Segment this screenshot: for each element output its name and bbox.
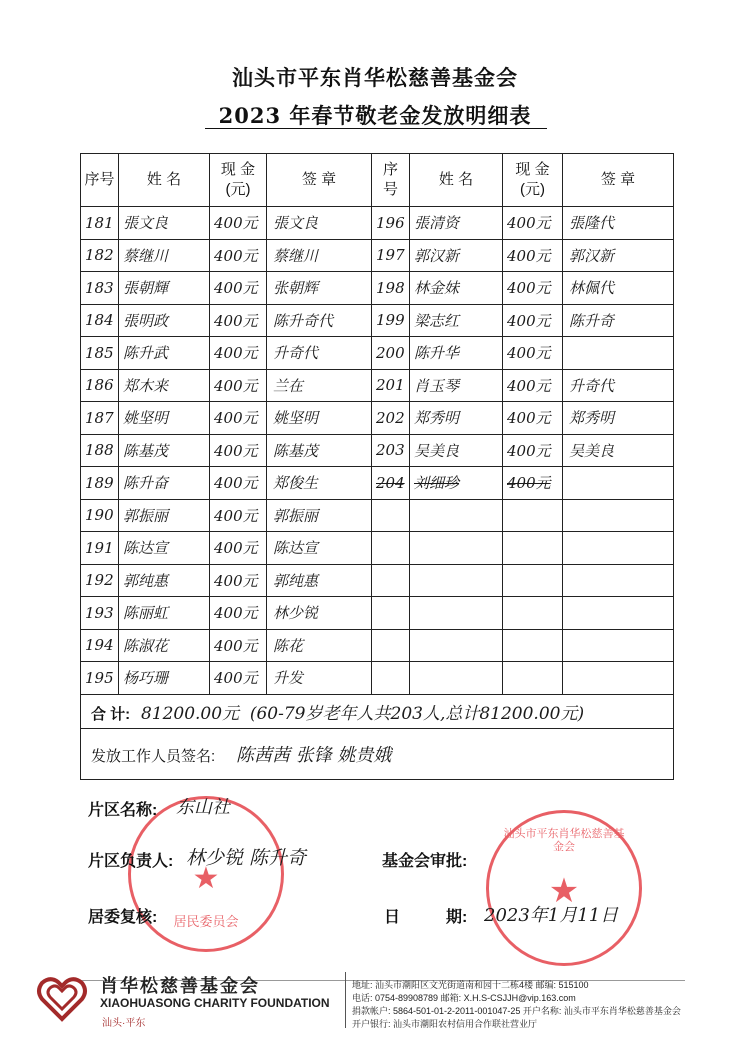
recipient-name: 郑木来	[119, 369, 210, 402]
footer-address: 地址: 汕头市潮阳区文光街道南和园十二栋4楼 邮编: 515100	[352, 980, 589, 990]
signature: 蔡继川	[267, 239, 372, 272]
area-label: 片区名称:	[88, 802, 158, 819]
header-cash-right: 现 金 (元)	[503, 154, 563, 207]
cash-amount: 400元	[503, 402, 563, 435]
approve-label: 基金会审批:	[382, 853, 468, 870]
cash-amount: 400元	[210, 662, 267, 695]
cash-amount: 400元	[210, 597, 267, 630]
row-number: 204	[372, 467, 410, 500]
cash-amount: 400元	[210, 337, 267, 370]
empty-cell	[563, 499, 674, 532]
row-number: 192	[81, 564, 119, 597]
empty-cell	[372, 532, 410, 565]
header-name-right: 姓 名	[410, 154, 503, 207]
empty-cell	[563, 662, 674, 695]
total-note: (60-79岁老年人共203人,总计81200.00元)	[249, 703, 585, 724]
document-title: 汕头市平东肖华松慈善基金会	[232, 65, 518, 90]
row-number: 186	[81, 369, 119, 402]
cash-amount: 400元	[210, 207, 267, 240]
recipient-name: 郭振丽	[119, 499, 210, 532]
cash-amount: 400元	[210, 304, 267, 337]
cash-amount: 400元	[210, 272, 267, 305]
table-row	[81, 239, 674, 272]
header-sign: 签 章	[267, 154, 372, 207]
empty-cell	[410, 564, 503, 597]
recipient-name: 陈升奋	[119, 467, 210, 500]
row-number: 198	[372, 272, 410, 305]
table-row	[81, 304, 674, 337]
signature: 陈达宣	[267, 532, 372, 565]
row-number: 201	[372, 369, 410, 402]
signature: 升奇代	[563, 369, 674, 402]
row-number: 181	[81, 207, 119, 240]
signature	[563, 467, 674, 500]
recipient-name: 郑秀明	[410, 402, 503, 435]
recipient-name: 郭汉新	[410, 239, 503, 272]
row-number: 184	[81, 304, 119, 337]
recipient-name: 張文良	[119, 207, 210, 240]
cash-amount: 400元	[503, 337, 563, 370]
foundation-name-en: XIAOHUASONG CHARITY FOUNDATION	[100, 996, 330, 1010]
table-row	[81, 272, 674, 305]
row-number: 200	[372, 337, 410, 370]
signature: 张朝辉	[267, 272, 372, 305]
staff-row	[81, 728, 674, 779]
recipient-name: 刘细珍	[410, 467, 503, 500]
area-value: 东山社	[176, 797, 230, 818]
table-row	[81, 467, 674, 500]
table-row	[81, 629, 674, 662]
foundation-location: 汕头·平东	[102, 1018, 146, 1029]
table-row	[81, 564, 674, 597]
row-number: 185	[81, 337, 119, 370]
cash-amount: 400元	[503, 272, 563, 305]
signature: 升奇代	[267, 337, 372, 370]
footer-bank: 开户银行: 汕头市潮阳农村信用合作联社营业厅	[352, 1019, 538, 1029]
table-row	[81, 207, 674, 240]
document-subtitle	[0, 100, 750, 130]
empty-cell	[563, 532, 674, 565]
foundation-logo-icon	[32, 967, 92, 1031]
cash-amount: 400元	[210, 467, 267, 500]
cash-amount: 400元	[503, 467, 563, 500]
header-cash: 现 金 (元)	[210, 154, 267, 207]
signature: 郑俊生	[267, 467, 372, 500]
recipient-name: 張明政	[119, 304, 210, 337]
signature: 林少锐	[267, 597, 372, 630]
signature: 吴美良	[563, 434, 674, 467]
row-number: 187	[81, 402, 119, 435]
recipient-name: 梁志红	[410, 304, 503, 337]
empty-cell	[563, 629, 674, 662]
row-number: 196	[372, 207, 410, 240]
recipient-name: 張清资	[410, 207, 503, 240]
recipient-name: 陈基茂	[119, 434, 210, 467]
empty-cell	[503, 564, 563, 597]
empty-cell	[503, 532, 563, 565]
recipient-name: 杨巧珊	[119, 662, 210, 695]
foundation-name: 肖华松慈善基金会	[100, 976, 260, 996]
total-label: 合 计:	[91, 705, 131, 723]
signature: 郑秀明	[563, 402, 674, 435]
distribution-table	[80, 153, 674, 780]
empty-cell	[563, 597, 674, 630]
table-row	[81, 369, 674, 402]
header-sign-right: 签 章	[563, 154, 674, 207]
signature: 姚坚明	[267, 402, 372, 435]
recipient-name: 陈升武	[119, 337, 210, 370]
empty-cell	[503, 499, 563, 532]
row-number: 194	[81, 629, 119, 662]
signature: 升发	[267, 662, 372, 695]
empty-cell	[410, 662, 503, 695]
cash-amount: 400元	[210, 434, 267, 467]
empty-cell	[503, 597, 563, 630]
row-number: 190	[81, 499, 119, 532]
cash-amount: 400元	[503, 304, 563, 337]
signature: 陈花	[267, 629, 372, 662]
date-value: 2023年1月11日	[484, 905, 619, 926]
subtitle-text: 2023 年春节敬老金发放明细表	[218, 103, 532, 128]
header-seq-right: 序 号	[372, 154, 410, 207]
signature: 張隆代	[563, 207, 674, 240]
header-name: 姓 名	[119, 154, 210, 207]
signature: 陈升奇	[563, 304, 674, 337]
empty-cell	[372, 564, 410, 597]
row-number: 193	[81, 597, 119, 630]
empty-cell	[410, 499, 503, 532]
table-row	[81, 434, 674, 467]
table-row	[81, 499, 674, 532]
cash-amount: 400元	[503, 239, 563, 272]
recipient-name: 姚坚明	[119, 402, 210, 435]
cash-amount: 400元	[210, 369, 267, 402]
recipient-name: 吴美良	[410, 434, 503, 467]
recipient-name: 蔡继川	[119, 239, 210, 272]
signature	[563, 337, 674, 370]
empty-cell	[372, 629, 410, 662]
signature: 林佩代	[563, 272, 674, 305]
row-number: 191	[81, 532, 119, 565]
stamp-left-text: 居民委员会	[173, 915, 239, 930]
table-row	[81, 597, 674, 630]
foundation-stamp	[486, 810, 642, 966]
cash-amount: 400元	[503, 434, 563, 467]
table-row	[81, 402, 674, 435]
staff-label: 发放工作人员签名:	[91, 747, 216, 765]
stamp-right-text: 汕头市平东肖华松慈善基金会	[503, 827, 625, 853]
recipient-name: 陈升华	[410, 337, 503, 370]
staff-signature: 陈茜茜 张锋 姚贵娥	[235, 744, 392, 766]
empty-cell	[372, 662, 410, 695]
row-number: 202	[372, 402, 410, 435]
signature: 郭汉新	[563, 239, 674, 272]
cash-amount: 400元	[503, 369, 563, 402]
row-number: 182	[81, 239, 119, 272]
row-number: 189	[81, 467, 119, 500]
total-value: 81200.00元	[140, 703, 240, 724]
cash-amount: 400元	[210, 499, 267, 532]
empty-cell	[563, 564, 674, 597]
subtitle-underline	[205, 128, 547, 129]
cash-amount: 400元	[503, 207, 563, 240]
row-number: 199	[372, 304, 410, 337]
signature: 張文良	[267, 207, 372, 240]
signature: 陈基茂	[267, 434, 372, 467]
stamp-star-icon: ★	[192, 861, 220, 896]
review-label: 居委复核:	[88, 909, 158, 926]
empty-cell	[410, 597, 503, 630]
signature: 郭纯惠	[267, 564, 372, 597]
empty-cell	[503, 662, 563, 695]
recipient-name: 林金妹	[410, 272, 503, 305]
signature: 郭振丽	[267, 499, 372, 532]
cash-amount: 400元	[210, 402, 267, 435]
cash-amount: 400元	[210, 564, 267, 597]
empty-cell	[410, 629, 503, 662]
row-number: 195	[81, 662, 119, 695]
row-number: 188	[81, 434, 119, 467]
footer-account: 捐款帐户: 5864-501-01-2-2011-001047-25 开户名称: 汕头市平东肖华松慈善基金会	[352, 1006, 681, 1016]
cash-amount: 400元	[210, 532, 267, 565]
footer-separator	[345, 972, 346, 1028]
leader-signature: 林少锐 陈升奇	[186, 847, 307, 869]
table-row	[81, 337, 674, 370]
signature: 兰在	[267, 369, 372, 402]
empty-cell	[503, 629, 563, 662]
stamp-star-icon: ★	[548, 871, 580, 911]
recipient-name: 肖玉琴	[410, 369, 503, 402]
footer-phone: 电话: 0754-89908789 邮箱: X.H.S-CSJJH@vip.163.com	[352, 993, 576, 1003]
recipient-name: 張朝輝	[119, 272, 210, 305]
recipient-name: 郭纯惠	[119, 564, 210, 597]
empty-cell	[410, 532, 503, 565]
signature: 陈升奇代	[267, 304, 372, 337]
empty-cell	[372, 499, 410, 532]
leader-label: 片区负责人:	[88, 853, 174, 870]
cash-amount: 400元	[210, 629, 267, 662]
table-row	[81, 532, 674, 565]
recipient-name: 陈达宣	[119, 532, 210, 565]
recipient-name: 陈淑花	[119, 629, 210, 662]
total-row	[81, 694, 674, 728]
recipient-name: 陈丽虹	[119, 597, 210, 630]
row-number: 197	[372, 239, 410, 272]
empty-cell	[372, 597, 410, 630]
cash-amount: 400元	[210, 239, 267, 272]
header-seq: 序号	[81, 154, 119, 207]
table-header-row	[81, 154, 674, 207]
row-number: 183	[81, 272, 119, 305]
table-row	[81, 662, 674, 695]
date-label: 日 期:	[384, 909, 468, 926]
row-number: 203	[372, 434, 410, 467]
